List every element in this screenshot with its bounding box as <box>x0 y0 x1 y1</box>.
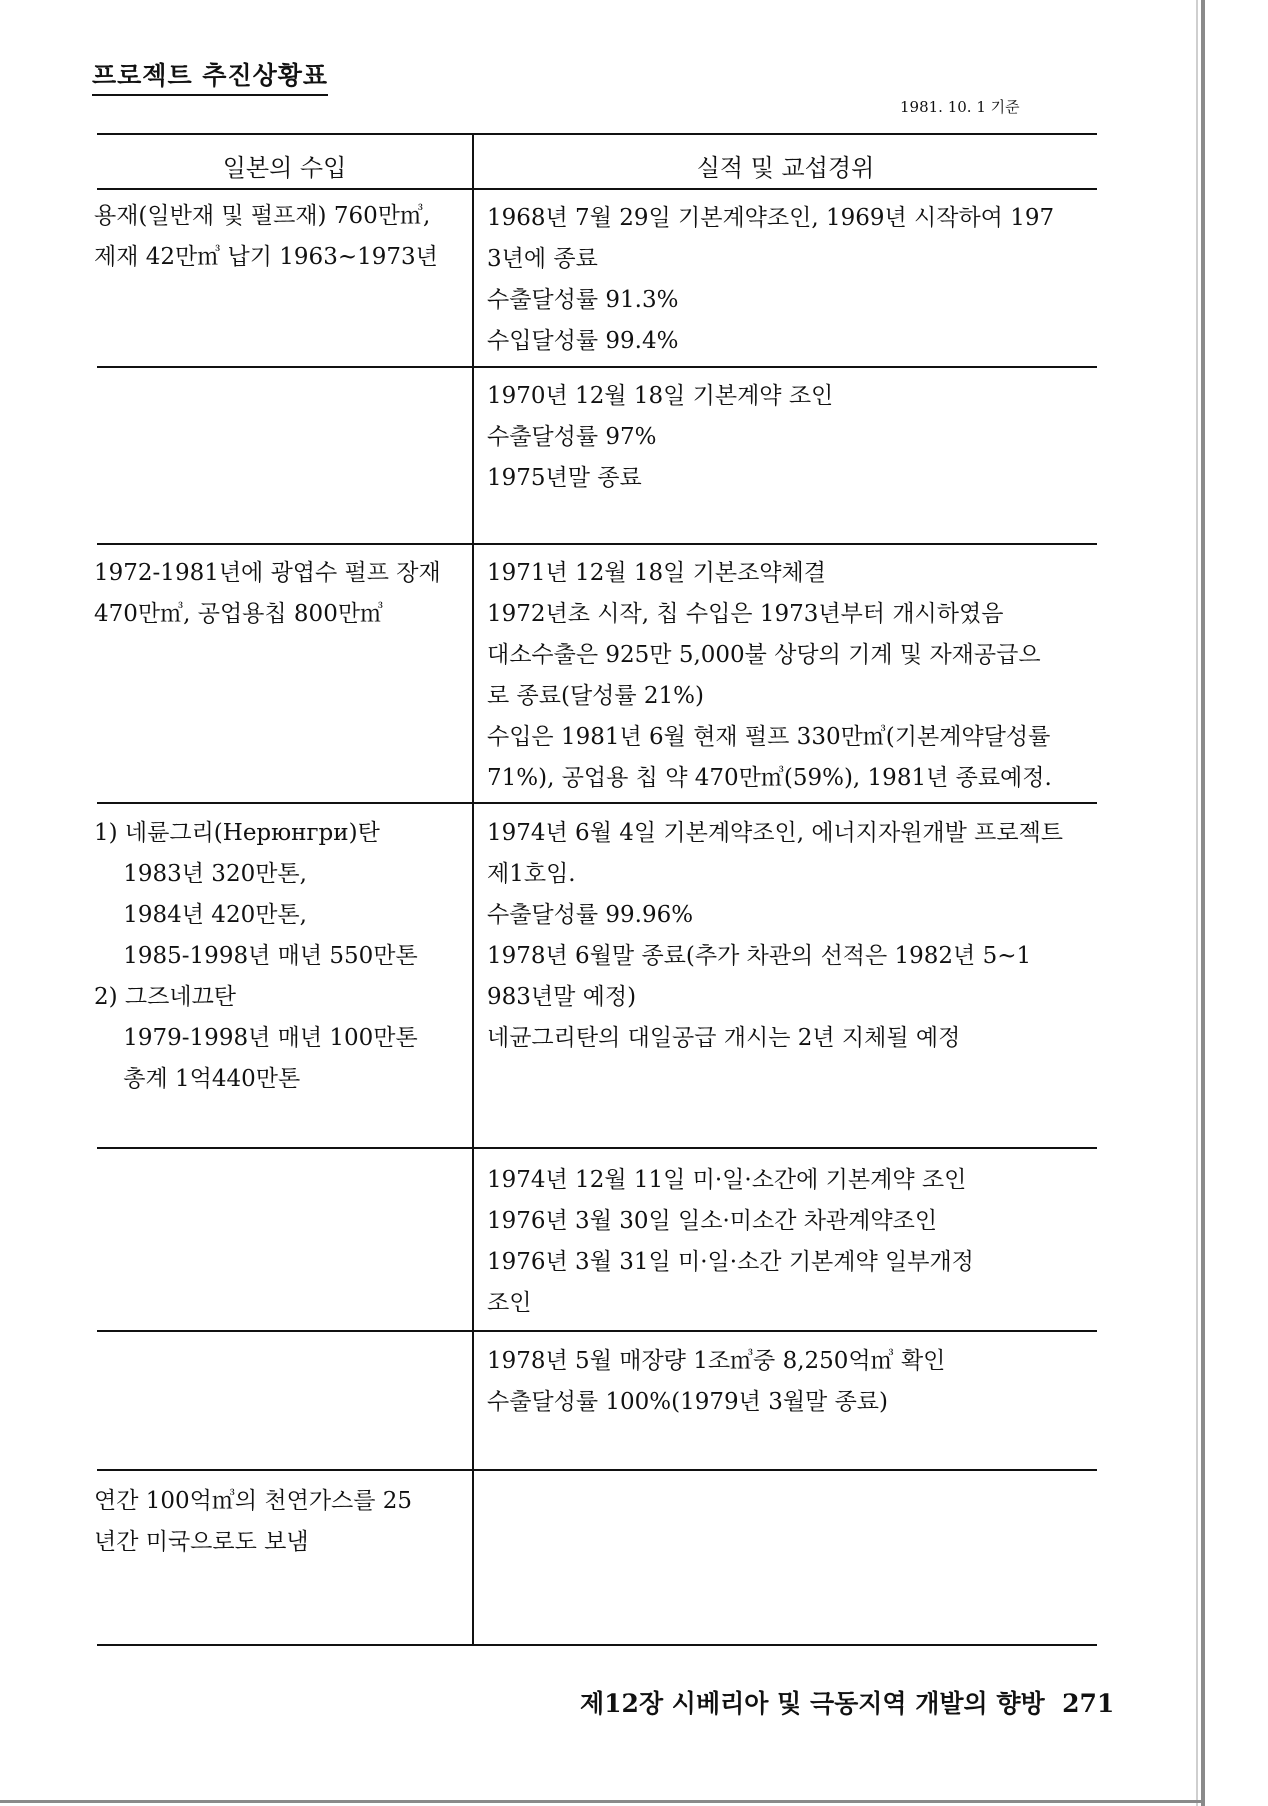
row3-left: 1972-1981년에 광엽수 펄프 장재 470만㎥, 공업용칩 800만㎥ <box>94 560 441 627</box>
page-edge-right <box>1201 0 1205 1806</box>
row-divider <box>97 1469 1097 1471</box>
column-divider <box>472 133 474 1646</box>
row3-right: 1971년 12월 18일 기본조약체결 1972년초 시작, 칩 수입은 1973년부터 개시하였음 대소수출은 925만 5,000불 상당의 기계 및 자재공급으 로 종료(달성률 21%) 수입은 1981년 6월 현재 펄프 330만㎥(기본계약달성률 71%), 공업용 칩 약 470만㎥(59%), 1981년 종료예정. <box>487 560 1052 791</box>
row1-right: 1968년 7월 29일 기본계약조인, 1969년 시작하여 197 3년에 종료 수출달성률 91.3% 수입달성률 99.4% <box>487 205 1055 354</box>
row-divider <box>97 1330 1097 1332</box>
row1-left: 용재(일반재 및 펄프재) 760만㎥, 제재 42만㎥ 납기 1963~1973년 <box>94 203 438 270</box>
row7-left: 연간 100억㎥의 천연가스를 25 년간 미국으로도 보냄 <box>94 1488 413 1555</box>
page-footer <box>580 1684 1114 1720</box>
page-edge-bottom <box>0 1800 1205 1803</box>
table-header-rule <box>97 188 1097 190</box>
row-divider <box>97 366 1097 368</box>
row-divider <box>97 802 1097 804</box>
row5-right: 1974년 12월 11일 미·일·소간에 기본계약 조인 1976년 3월 30일 일소·미소간 차관계약조인 1976년 3월 31일 미·일·소간 기본계약 일부개정 조인 <box>487 1167 974 1316</box>
header-japan-import: 일본의 수입 <box>222 154 347 182</box>
page-title: 프로젝트 추진상황표 <box>92 56 328 96</box>
row4-left: 1) 네륜그리(Нерюнгри)탄 1983년 320만톤, 1984년 420만톤, 1985-1998년 매년 550만톤 2) 그즈네끄탄 1979-1998년 매년 100만톤 총계 1억440만톤 <box>94 820 418 1092</box>
row6-right: 1978년 5월 매장량 1조㎥중 8,250억㎥ 확인 수출달성률 100%(1979년 3월말 종료) <box>487 1348 946 1415</box>
header-progress: 실적 및 교섭경위 <box>696 154 875 182</box>
page-number: 271 <box>1062 1689 1115 1718</box>
row4-right: 1974년 6월 4일 기본계약조인, 에너지자원개발 프로젝트 제1호임. 수출달성률 99.96% 1978년 6월말 종료(추가 차관의 선적은 1982년 5~1 983년말 예정) 네균그리탄의 대일공급 개시는 2년 지체될 예정 <box>487 820 1064 1051</box>
page-edge-shadow <box>1196 0 1198 1806</box>
row2-right: 1970년 12월 18일 기본계약 조인 수출달성률 97% 1975년말 종료 <box>487 383 834 491</box>
chapter-title: 제12장 시베리아 및 극동지역 개발의 향방 <box>580 1689 1045 1718</box>
row-divider <box>97 1147 1097 1149</box>
row-divider <box>97 543 1097 545</box>
date-basis: 1981. 10. 1 기준 <box>900 98 1020 116</box>
table-bottom-rule <box>97 1644 1097 1646</box>
table-top-rule <box>97 133 1097 135</box>
